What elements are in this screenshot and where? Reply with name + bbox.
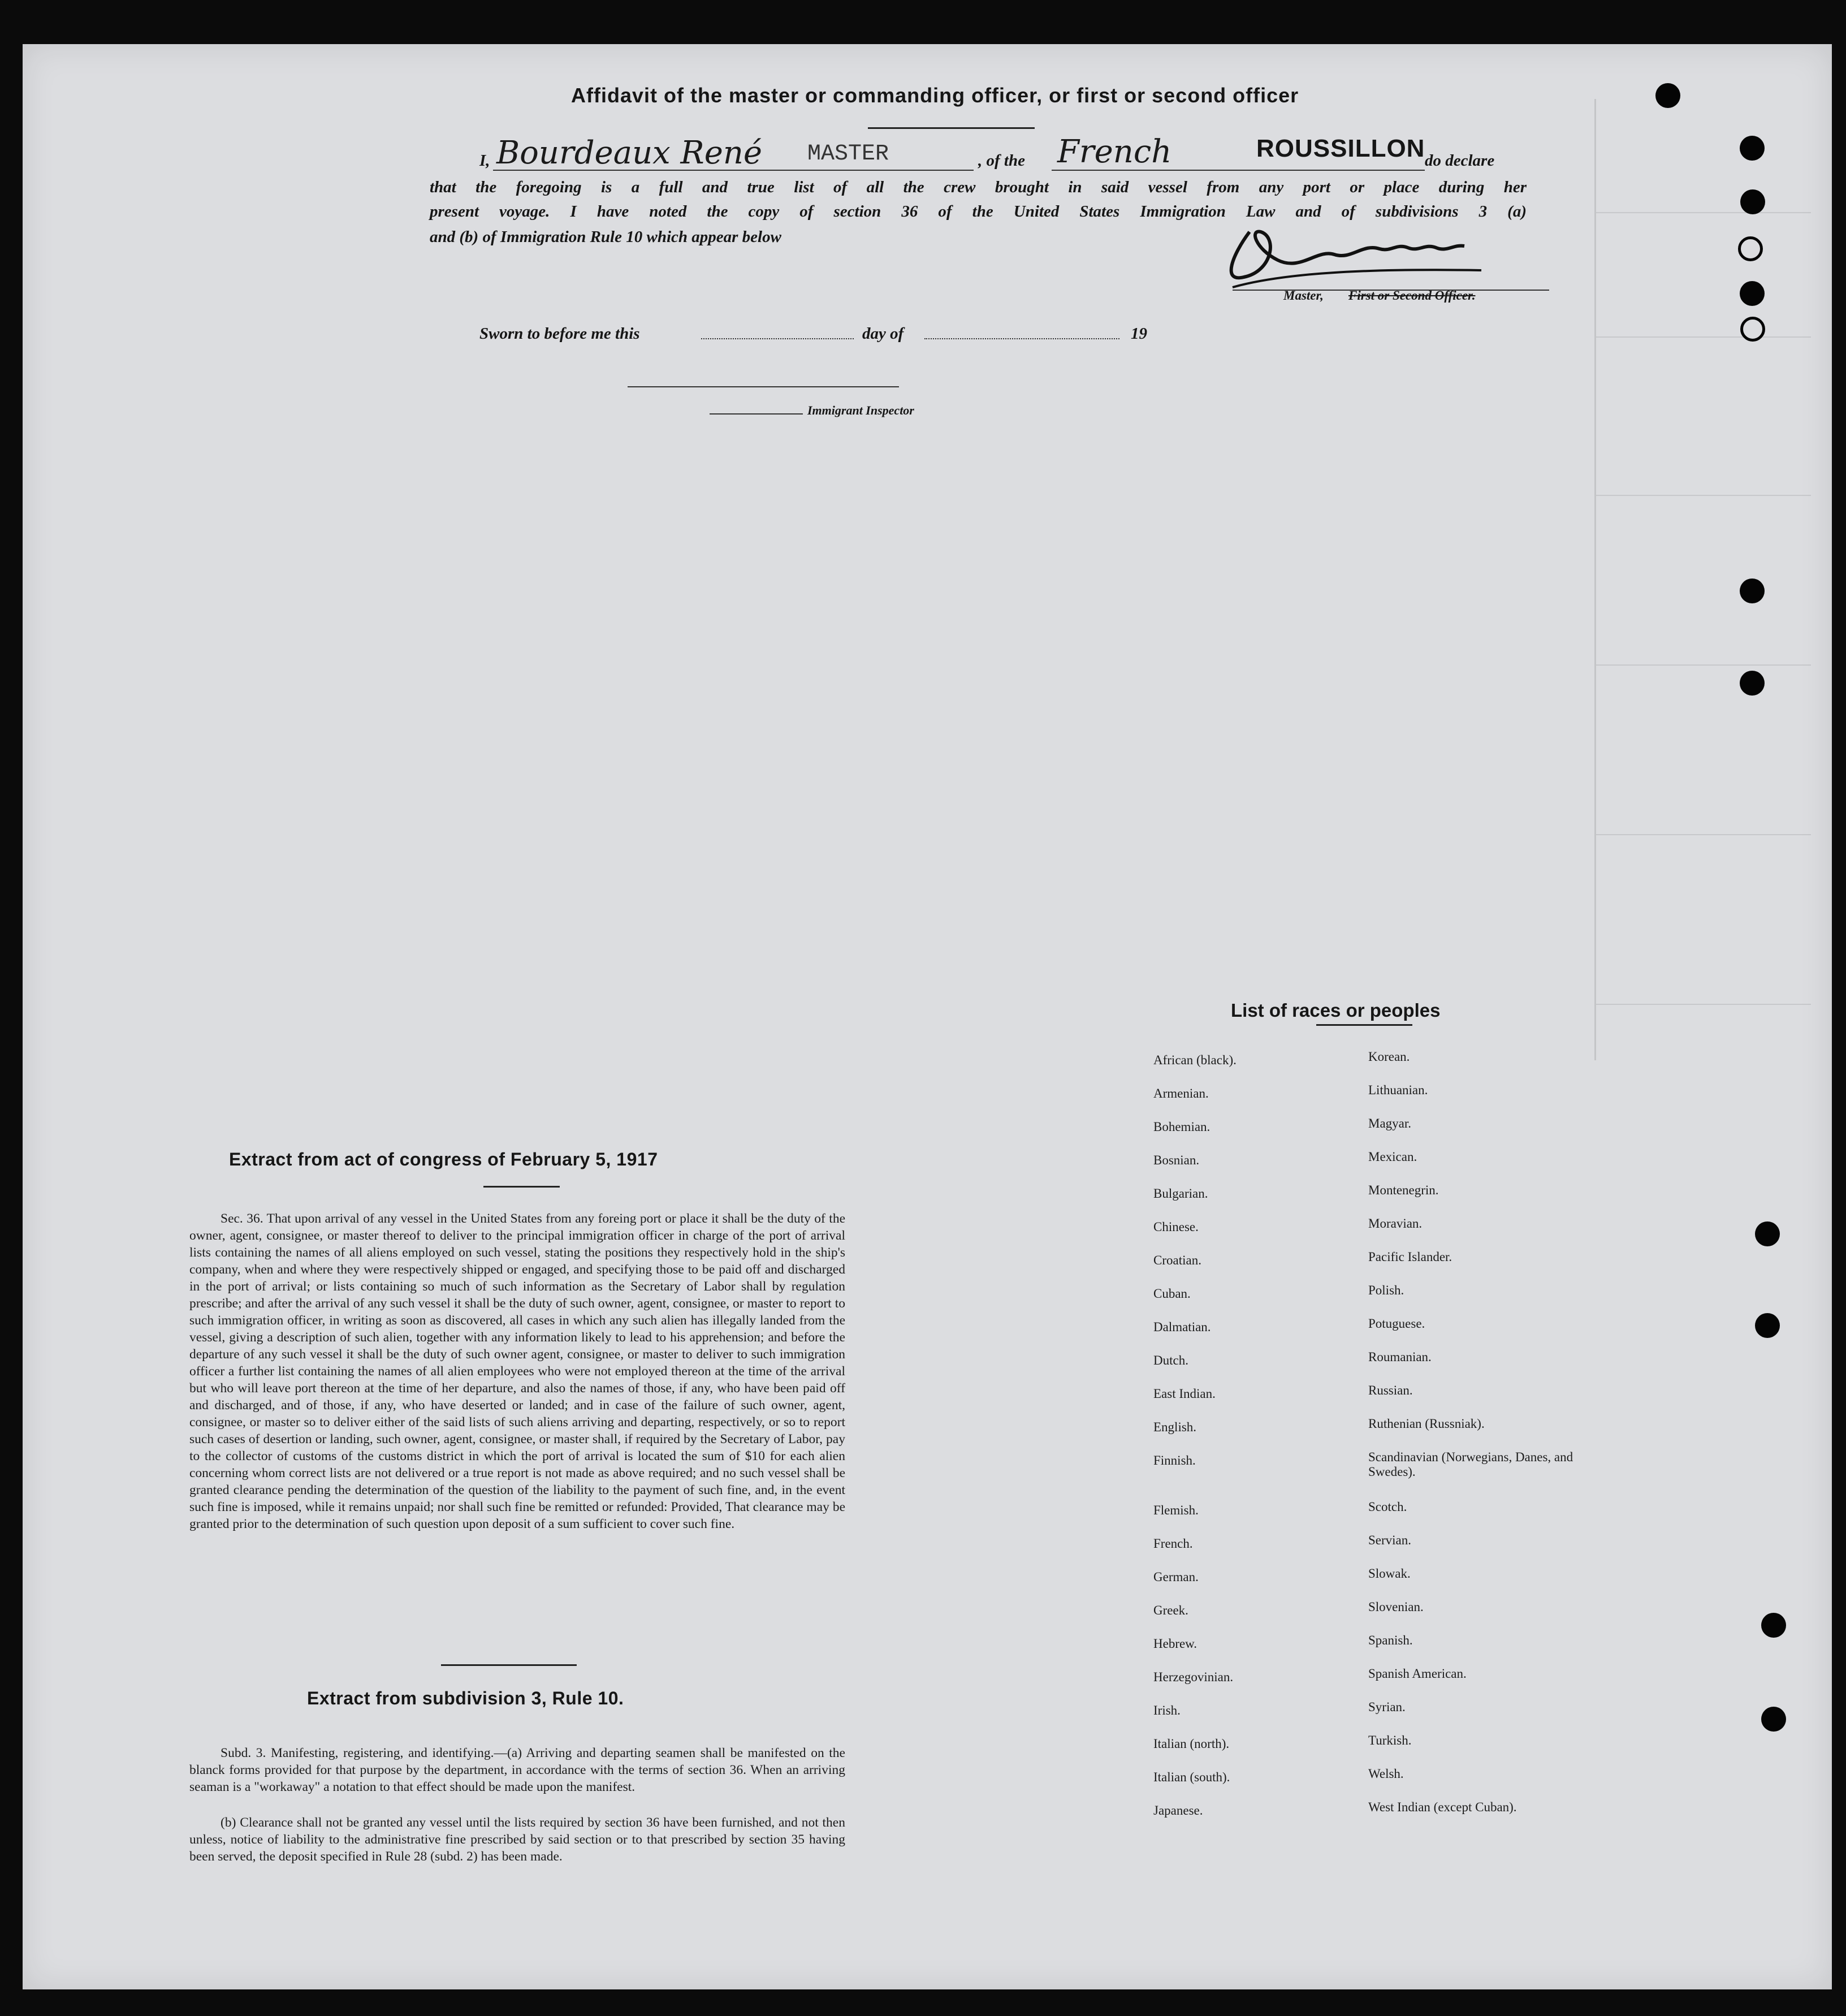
affidavit-heading: Affidavit of the master or commanding officer, or first or second officer (571, 84, 1299, 107)
extract2-para-b: (b) Clearance shall not be granted any vessel until the lists required by section 36 have been furnished, and not then unless, notice of liability to the administrative fine prescribed by said section or to that prescribed by section 35 having been served, the deposit specified in Rule 28 (subd. 2) has been made. (189, 1815, 845, 1864)
race-item: Moravian. (1368, 1216, 1423, 1231)
race-item: Slovenian. (1368, 1600, 1424, 1614)
race-item: Chinese. (1153, 1220, 1199, 1234)
races-heading: List of races or peoples (1231, 1000, 1441, 1021)
punch-hole (1740, 136, 1765, 161)
race-item: Cuban. (1153, 1287, 1191, 1301)
race-item: West Indian (except Cuban). (1368, 1800, 1517, 1814)
race-item: Potuguese. (1368, 1316, 1425, 1331)
race-item: Croatian. (1153, 1253, 1201, 1267)
sworn-prefix: Sworn to before me this (479, 325, 640, 343)
race-item: Italian (north). (1153, 1737, 1230, 1751)
punch-hole (1740, 189, 1765, 214)
race-item: Mexican. (1368, 1150, 1417, 1164)
vessel-underline (1052, 170, 1425, 171)
race-item: English. (1153, 1420, 1197, 1434)
extract2-heading: Extract from subdivision 3, Rule 10. (307, 1688, 624, 1708)
punch-hole (1755, 1221, 1780, 1246)
extract1-text: Sec. 36. That upon arrival of any vessel in the United States from any foreing port or place it shall be the duty of the owner, agent, consignee, or master thereof to deliver to the principal immigration officer in charge of the port of arrival lists containing the names of all aliens employed on such vessel, stating the positions they respectively hold in the ship's company, when and where they were respectively shipped or engaged, and specifying those to be paid off and discharged in the port of arrival; or lists containing so much of such information as the Secretary of Labor shall by regulation prescribe; and after the arrival of any such vessel it shall be the duty of such owner, agent, consignee, or master to report to such immigration officer, in writing as soon as discovered, all cases in which any such alien has illegally landed from the vessel, giving a description of such alien, together with any information likely to lead to his apprehension; and before the departure of any such vessel it shall be the duty of such owner agent, consignee, or master to deliver to such immigration officer a further list containing the names of all alien employees who were not employed thereon at the time of the arrival but who will leave port thereon at the time of her departure, and also the names of those, if any, who have been paid off and discharged, and of those, if any, who have deserted or landed; and in case of the failure of such owner, agent, consignee, or master so to deliver either of the said lists of such aliens arriving and departing, respectively, or so to report such cases of desertion or landing, such owner, agent, consignee, or master shall, if required by the Secretary of Labor, pay to the collector of customs of the customs district in which the port of arrival is located the sum of $10 for each alien concerning whom correct lists are not delivered or a true report is not made as above required; and no such vessel shall be granted clearance pending the determination of the question of the liability to the payment of such fine, and, in the event such fine is imposed, while it remains unpaid; nor shall such fine be remitted or refunded: Provided, That clearance may be granted prior to the determination of such question upon deposit of a sum sufficient to cover such fine. (189, 1211, 845, 1531)
signature-caption-officer: First or Second Officer. (1348, 288, 1476, 303)
race-item: Italian (south). (1153, 1770, 1230, 1784)
of-the-label: , of the (978, 152, 1025, 170)
sworn-year: 19 (1131, 325, 1147, 343)
affidavit-line4: and (b) of Immigration Rule 10 which appear below (430, 228, 781, 246)
race-item: East Indian. (1153, 1387, 1216, 1401)
race-item: Irish. (1153, 1703, 1181, 1717)
race-item: Russian. (1368, 1383, 1413, 1397)
punch-hole (1761, 1707, 1786, 1732)
race-item: Servian. (1368, 1533, 1412, 1547)
sworn-month-blank (924, 338, 1119, 339)
race-item: Roumanian. (1368, 1350, 1432, 1364)
inspector-caption: Immigrant Inspector (807, 403, 914, 417)
race-item: Bosnian. (1153, 1153, 1200, 1167)
punch-hole (1655, 83, 1680, 108)
extract1-underline (483, 1186, 560, 1188)
race-item: Greek. (1153, 1603, 1188, 1617)
master-signature (1210, 215, 1493, 294)
nationality-handwritten: French (1057, 133, 1172, 170)
race-item: Dalmatian. (1153, 1320, 1211, 1334)
race-item: Magyar. (1368, 1116, 1412, 1130)
ship-name-stamp: ROUSSILLON (1256, 135, 1425, 162)
race-item: Montenegrin. (1368, 1183, 1439, 1197)
race-item: Spanish American. (1368, 1667, 1467, 1681)
race-item: Hebrew. (1153, 1637, 1197, 1651)
race-item: Dutch. (1153, 1353, 1188, 1367)
race-item: Bulgarian. (1153, 1186, 1208, 1201)
extract-divider (441, 1664, 577, 1666)
punch-hole (1738, 236, 1763, 261)
punch-hole (1755, 1313, 1780, 1338)
affidavit-line1-prefix: I, (479, 152, 490, 170)
punch-hole (1761, 1613, 1786, 1638)
heading-underline (868, 127, 1035, 129)
race-item: Welsh. (1368, 1767, 1404, 1781)
punch-hole (1740, 281, 1765, 306)
inspector-signature-line (628, 386, 899, 387)
race-item: Japanese. (1153, 1803, 1203, 1818)
races-left-column (1153, 1053, 1323, 1837)
signature-caption-master: Master, (1283, 288, 1324, 303)
race-item: Lithuanian. (1368, 1083, 1428, 1097)
race-item: Korean. (1368, 1050, 1410, 1064)
race-item: Turkish. (1368, 1733, 1412, 1747)
race-item: Finnish. (1153, 1453, 1196, 1467)
race-item: Syrian. (1368, 1700, 1406, 1714)
race-item: Ruthenian (Russniak). (1368, 1417, 1485, 1431)
punch-hole (1740, 317, 1765, 342)
race-item: Scandinavian (Norwegians, Danes, and Swedes). (1368, 1450, 1573, 1479)
race-item: Herzegovinian. (1153, 1670, 1234, 1684)
name-underline (493, 170, 974, 171)
affidavit-line2: that the foregoing is a full and true list of all the crew brought in said vessel from any port or place during her (430, 178, 1527, 196)
race-item: Pacific Islander. (1368, 1250, 1452, 1264)
affidavit-line1-suffix: do declare (1425, 152, 1495, 170)
race-item: Polish. (1368, 1283, 1404, 1297)
affidavit-line3: present voyage. I have noted the copy of section 36 of the United States Immigration Law and of subdivisions 3 (a) (430, 202, 1527, 221)
race-item: German. (1153, 1570, 1199, 1584)
inspector-short-line (710, 413, 803, 415)
extract1-heading: Extract from act of congress of February 5, 1917 (229, 1149, 658, 1169)
race-item: Armenian. (1153, 1086, 1209, 1100)
master-title-typed: MASTER (807, 141, 889, 167)
sworn-day-blank (701, 338, 854, 339)
race-item: Slowak. (1368, 1566, 1411, 1581)
race-item: African (black). (1153, 1053, 1237, 1067)
races-heading-underline (1316, 1024, 1412, 1026)
race-item: Scotch. (1368, 1500, 1407, 1514)
master-name-handwritten: Bourdeaux René (496, 135, 763, 171)
sworn-day-label: day of (862, 325, 904, 343)
race-item: French. (1153, 1536, 1193, 1551)
bleed-through-grid (1594, 99, 1811, 1060)
race-item: Spanish. (1368, 1633, 1413, 1647)
race-item: Bohemian. (1153, 1120, 1211, 1134)
punch-hole (1740, 671, 1765, 696)
punch-hole (1740, 579, 1765, 603)
extract2-para-a: Subd. 3. Manifesting, registering, and identifying.—(a) Arriving and departing seamen shall be manifested on the blanck forms provided for that purpose by the department, in accordance with the terms of section 36. When an arriving seaman is a "workaway" a notation to that effect should be made upon the manifest. (189, 1746, 845, 1794)
races-right-column (1368, 1050, 1606, 1833)
race-item: Flemish. (1153, 1503, 1199, 1517)
